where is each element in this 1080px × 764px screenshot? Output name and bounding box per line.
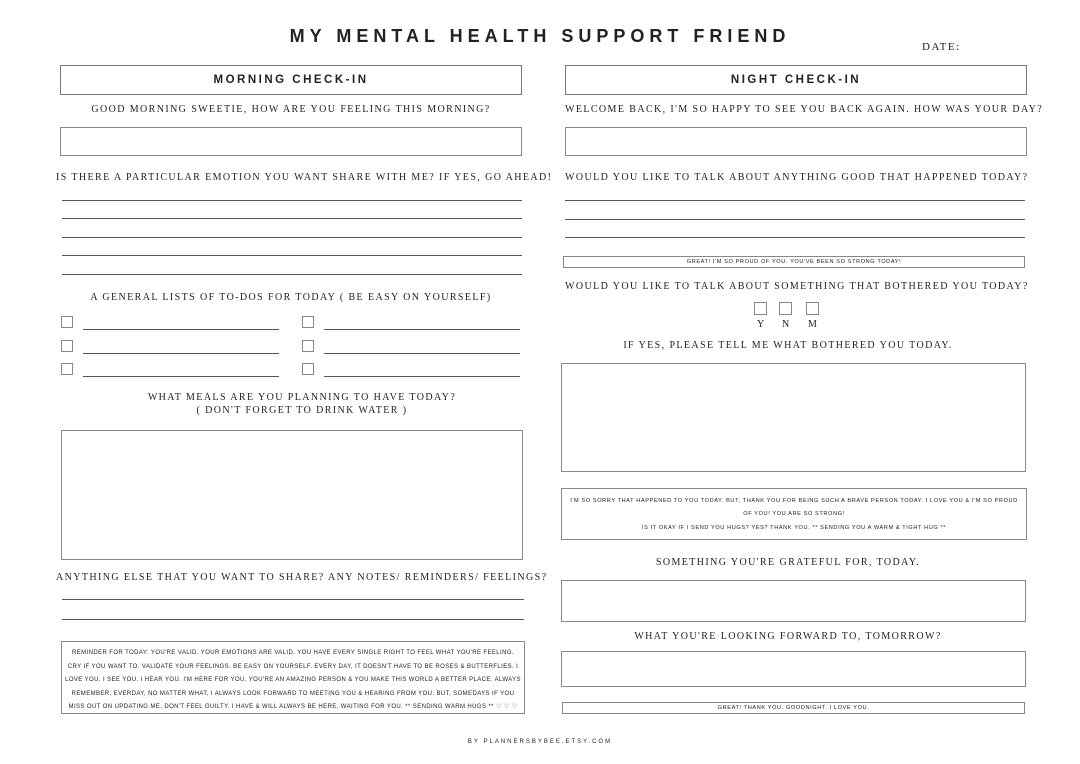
night-grateful-question: SOMETHING YOU'RE GRATEFUL FOR, TODAY.: [655, 557, 921, 568]
emotion-line-1[interactable]: [62, 200, 522, 201]
emotion-line-4[interactable]: [62, 255, 522, 256]
option-y-checkbox[interactable]: [754, 302, 767, 315]
todo-checkbox[interactable]: [302, 363, 314, 375]
todo-checkbox[interactable]: [302, 316, 314, 328]
todo-line[interactable]: [83, 376, 279, 377]
todo-checkbox[interactable]: [61, 316, 73, 328]
morning-meals-subtext: ( DON'T FORGET TO DRINK WATER ): [196, 405, 408, 416]
page-title: MY MENTAL HEALTH SUPPORT FRIEND: [289, 26, 791, 46]
proud-message: GREAT! I'M SO PROUD OF YOU. YOU'VE BEEN SO STRONG TODAY!: [563, 256, 1025, 268]
option-y-label: Y: [757, 319, 766, 330]
notes-line-2[interactable]: [62, 619, 524, 620]
morning-emotion-question: IS THERE A PARTICULAR EMOTION YOU WANT SHARE WITH ME? IF YES, GO AHEAD!: [56, 172, 553, 183]
bothered-field[interactable]: [561, 363, 1026, 472]
notes-line-1[interactable]: [62, 599, 524, 600]
night-forward-question: WHAT YOU'RE LOOKING FORWARD TO, TOMORROW?: [634, 631, 942, 642]
option-m-checkbox[interactable]: [806, 302, 819, 315]
reminder-box: REMINDER FOR TODAY: YOU'RE VALID. YOUR EMOTIONS ARE VALID. YOU HAVE EVERY SINGLE RIGHT TO FEEL WHAT YOU'RE FEELING. CRY IF YOU WANT TO. VALIDATE YOUR FEELINGS. BE EASY ON YOURSELF. EVERY DAY, IT DOESN'T HAVE TO BE ROSES & BUTTERFLIES. I LOVE YOU. I SEE YOU. I HEAR YOU. I'M HERE FOR YOU. YOU'RE AN AMAZING PERSON & YOU MAKE THIS WORLD A BETTER PLACE. ALWAYS REMEMBER, EVERDAY, NO MATTER WHAT, I ALWAYS LOOK FORWARD TO MEETING YOU & HEARING FROM YOU. BUT, SOMEDAYS IF YOU MISS OUT ON UPDATING ME, DON'T FEEL GUILTY. I HAVE & WILL ALWAYS BE HERE, WAITING FOR YOU. ** SENDING WARM HUGS ** ♡ ♡ ♡: [61, 641, 525, 714]
option-n-checkbox[interactable]: [779, 302, 792, 315]
morning-header: MORNING CHECK-IN: [60, 65, 522, 95]
morning-feeling-question: GOOD MORNING SWEETIE, HOW ARE YOU FEELING THIS MORNING?: [91, 104, 491, 115]
morning-feeling-field[interactable]: [60, 127, 522, 156]
todo-line[interactable]: [83, 353, 279, 354]
todo-line[interactable]: [324, 329, 520, 330]
grateful-field[interactable]: [561, 580, 1026, 622]
goodnight-message: GREAT! THANK YOU. GOODNIGHT. I LOVE YOU.: [562, 702, 1025, 714]
morning-meals-question: WHAT MEALS ARE YOU PLANNING TO HAVE TODAY?: [147, 392, 457, 403]
night-day-question: WELCOME BACK, I'M SO HAPPY TO SEE YOU BACK AGAIN. HOW WAS YOUR DAY?: [565, 104, 1044, 115]
night-tell-question: IF YES, PLEASE TELL ME WHAT BOTHERED YOU TODAY.: [623, 340, 953, 351]
hug-message: IS IT OKAY IF I SEND YOU HUGS? YES? THANK YOU. ** SENDING YOU A WARM & TIGHT HUG **: [641, 525, 947, 531]
forward-field[interactable]: [561, 651, 1026, 687]
emotion-line-2[interactable]: [62, 218, 522, 219]
night-bothered-question: WOULD YOU LIKE TO TALK ABOUT SOMETHING THAT BOTHERED YOU TODAY?: [565, 281, 1029, 292]
todo-line[interactable]: [324, 376, 520, 377]
night-day-field[interactable]: [565, 127, 1027, 156]
date-label: DATE:: [922, 41, 961, 53]
footer-credit: BY PLANNERSBYBEE.ETSY.COM: [467, 739, 613, 745]
option-m-label: M: [808, 319, 818, 330]
good-line-2[interactable]: [565, 219, 1025, 220]
emotion-line-5[interactable]: [62, 274, 522, 275]
todo-line[interactable]: [83, 329, 279, 330]
night-good-question: WOULD YOU LIKE TO TALK ABOUT ANYTHING GOOD THAT HAPPENED TODAY?: [565, 172, 1029, 183]
good-line-3[interactable]: [565, 237, 1025, 238]
morning-todos-question: A GENERAL LISTS OF TO-DOS FOR TODAY ( BE EASY ON YOURSELF): [90, 292, 492, 303]
sorry-message: I'M SO SORRY THAT HAPPENED TO YOU TODAY. BUT, THANK YOU FOR BEING SUCH A BRAVE PERSON TODAY. I LOVE YOU & I'M SO PROUD OF YOU! YOU ARE SO STRONG!: [570, 498, 1018, 517]
good-line-1[interactable]: [565, 200, 1025, 201]
meals-field[interactable]: [61, 430, 523, 560]
night-header: NIGHT CHECK-IN: [565, 65, 1027, 95]
todo-checkbox[interactable]: [302, 340, 314, 352]
morning-else-question: ANYTHING ELSE THAT YOU WANT TO SHARE? ANY NOTES/ REMINDERS/ FEELINGS?: [56, 572, 548, 583]
todo-checkbox[interactable]: [61, 340, 73, 352]
option-n-label: N: [782, 319, 791, 330]
sorry-box: [561, 488, 1027, 540]
emotion-line-3[interactable]: [62, 237, 522, 238]
todo-checkbox[interactable]: [61, 363, 73, 375]
todo-line[interactable]: [324, 353, 520, 354]
